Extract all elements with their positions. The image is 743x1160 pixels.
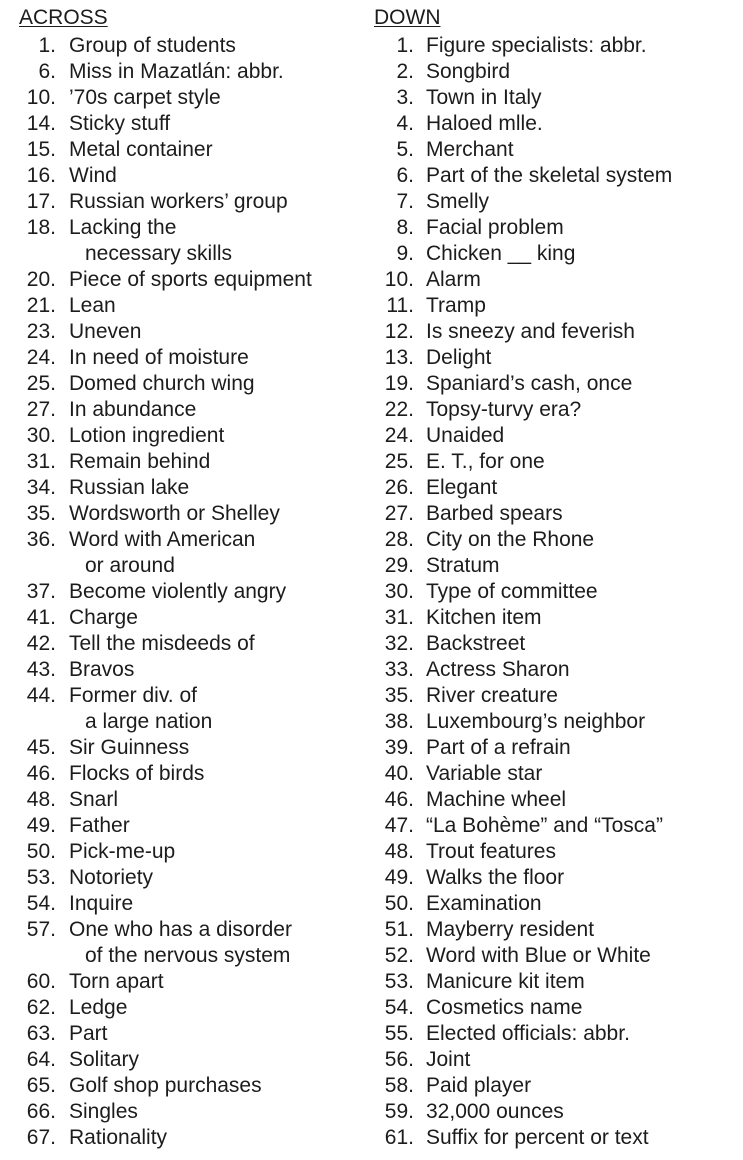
clue-text: Sticky stuff (69, 112, 171, 135)
down-heading: DOWN (374, 6, 441, 29)
across-clue (0, 189, 368, 215)
clue-number: 18. (26, 216, 56, 239)
clue-text: “La Bohème” and “Tosca” (426, 814, 663, 837)
clue-text: Group of students (69, 34, 236, 57)
clue-text: Figure specialists: abbr. (426, 34, 647, 57)
clue-text: Bravos (69, 658, 135, 681)
clue-text: Lacking the (69, 216, 177, 239)
clue-number: 58. (384, 1074, 414, 1097)
clue-number: 48. (384, 840, 414, 863)
down-clue (368, 163, 743, 189)
down-clue (368, 1047, 743, 1073)
across-heading: ACROSS (19, 6, 108, 29)
across-clue (0, 475, 368, 501)
down-clue (368, 735, 743, 761)
clue-number: 36. (26, 528, 56, 551)
clue-number: 20. (26, 268, 56, 291)
across-clue (0, 761, 368, 787)
clue-text: In abundance (69, 398, 197, 421)
clue-text: Actress Sharon (426, 658, 570, 681)
down-clue (368, 839, 743, 865)
clue-text: ’70s carpet style (69, 86, 221, 109)
clue-text: Joint (426, 1048, 471, 1071)
clue-text: Piece of sports equipment (69, 268, 312, 291)
across-clue (0, 995, 368, 1021)
clue-number: 1. (396, 34, 414, 57)
clue-text: Torn apart (69, 970, 164, 993)
across-clue (0, 449, 368, 475)
across-clue-continuation (0, 553, 368, 579)
clue-text: One who has a disorder (69, 918, 292, 941)
clue-text: Uneven (69, 320, 142, 343)
clue-text: Wordsworth or Shelley (69, 502, 280, 525)
clue-number: 32. (384, 632, 414, 655)
clue-text: Type of committee (426, 580, 598, 603)
clue-number: 52. (384, 944, 414, 967)
clue-number: 59. (384, 1100, 414, 1123)
down-clue (368, 995, 743, 1021)
clue-text: or around (85, 554, 175, 577)
clue-number: 63. (26, 1022, 56, 1045)
clue-number: 2. (396, 60, 414, 83)
clue-number: 55. (384, 1022, 414, 1045)
down-clue (368, 59, 743, 85)
clue-text: necessary skills (85, 242, 233, 265)
down-clue (368, 1073, 743, 1099)
across-clue (0, 501, 368, 527)
clue-text: Part of the skeletal system (426, 164, 673, 187)
clue-number: 45. (26, 736, 56, 759)
clue-number: 4. (396, 112, 414, 135)
down-clue (368, 709, 743, 735)
down-clue (368, 397, 743, 423)
clue-text: Word with Blue or White (426, 944, 651, 967)
clue-number: 35. (26, 502, 56, 525)
clue-text: City on the Rhone (426, 528, 595, 551)
clue-text: Domed church wing (69, 372, 255, 395)
clue-text: Singles (69, 1100, 138, 1123)
down-clue (368, 449, 743, 475)
across-clue (0, 215, 368, 241)
across-clue (0, 813, 368, 839)
clue-text: Facial problem (426, 216, 564, 239)
down-clue (368, 865, 743, 891)
across-clue (0, 319, 368, 345)
clue-text: Spaniard’s cash, once (426, 372, 633, 395)
across-clue (0, 631, 368, 657)
down-clue (368, 267, 743, 293)
clue-number: 38. (384, 710, 414, 733)
clue-number: 64. (26, 1048, 56, 1071)
clue-text: Solitary (69, 1048, 140, 1071)
clue-text: a large nation (85, 710, 213, 733)
clue-number: 19. (384, 372, 414, 395)
clue-text: Trout features (426, 840, 556, 863)
across-clue (0, 137, 368, 163)
clue-number: 53. (26, 866, 56, 889)
across-clue (0, 345, 368, 371)
clue-text: Chicken __ king (426, 242, 576, 265)
clue-number: 42. (26, 632, 56, 655)
clue-text: Snarl (69, 788, 119, 811)
clue-text: Mayberry resident (426, 918, 595, 941)
clue-text: Golf shop purchases (69, 1074, 262, 1097)
clue-text: Tell the misdeeds of (69, 632, 255, 655)
clue-text: Ledge (69, 996, 128, 1019)
down-clue (368, 527, 743, 553)
clue-number: 48. (26, 788, 56, 811)
clue-text: Examination (426, 892, 542, 915)
across-clue (0, 787, 368, 813)
clue-number: 3. (396, 86, 414, 109)
clue-number: 54. (384, 996, 414, 1019)
clue-number: 50. (26, 840, 56, 863)
clue-number: 49. (26, 814, 56, 837)
clue-number: 5. (396, 138, 414, 161)
clue-number: 6. (38, 60, 56, 83)
clue-number: 50. (384, 892, 414, 915)
clue-text: Backstreet (426, 632, 526, 655)
clue-text: Variable star (426, 762, 543, 785)
down-clue (368, 371, 743, 397)
across-clue (0, 59, 368, 85)
across-clue (0, 1073, 368, 1099)
clue-number: 46. (26, 762, 56, 785)
across-clue (0, 657, 368, 683)
clue-number: 25. (384, 450, 414, 473)
clue-number: 39. (384, 736, 414, 759)
across-clue (0, 85, 368, 111)
down-clue (368, 813, 743, 839)
clue-text: Luxembourg’s neighbor (426, 710, 646, 733)
clue-text: Sir Guinness (69, 736, 190, 759)
clue-number: 60. (26, 970, 56, 993)
clue-number: 53. (384, 970, 414, 993)
clue-text: Elegant (426, 476, 498, 499)
clue-text: Russian lake (69, 476, 190, 499)
clue-number: 10. (26, 86, 56, 109)
clue-text: Become violently angry (69, 580, 287, 603)
clue-number: 24. (384, 424, 414, 447)
clue-text: River creature (426, 684, 558, 707)
clue-number: 27. (384, 502, 414, 525)
down-clue (368, 969, 743, 995)
across-clue-continuation (0, 709, 368, 735)
clue-number: 30. (26, 424, 56, 447)
clue-number: 16. (26, 164, 56, 187)
down-clue (368, 111, 743, 137)
clue-number: 57. (26, 918, 56, 941)
across-clue (0, 735, 368, 761)
down-clue (368, 319, 743, 345)
clue-number: 24. (26, 346, 56, 369)
clue-number: 43. (26, 658, 56, 681)
clue-text: Word with American (69, 528, 256, 551)
down-clue (368, 917, 743, 943)
clue-number: 9. (396, 242, 414, 265)
clue-text: Is sneezy and feverish (426, 320, 635, 343)
clue-number: 41. (26, 606, 56, 629)
clue-text: Flocks of birds (69, 762, 205, 785)
clue-number: 34. (26, 476, 56, 499)
down-clue (368, 189, 743, 215)
clue-number: 31. (384, 606, 414, 629)
clue-text: Rationality (69, 1126, 168, 1149)
across-clue (0, 1047, 368, 1073)
clue-text: Russian workers’ group (69, 190, 288, 213)
down-clue (368, 657, 743, 683)
across-clue (0, 891, 368, 917)
clue-text: Inquire (69, 892, 134, 915)
clue-number: 17. (26, 190, 56, 213)
down-clue (368, 215, 743, 241)
clue-text: In need of moisture (69, 346, 249, 369)
clue-number: 35. (384, 684, 414, 707)
clue-number: 30. (384, 580, 414, 603)
down-clue (368, 631, 743, 657)
clue-number: 54. (26, 892, 56, 915)
clue-text: Metal container (69, 138, 213, 161)
down-clue (368, 33, 743, 59)
down-clue (368, 943, 743, 969)
clue-text: Delight (426, 346, 492, 369)
clue-text: Barbed spears (426, 502, 563, 525)
clue-number: 67. (26, 1126, 56, 1149)
across-clue (0, 839, 368, 865)
down-clue (368, 1021, 743, 1047)
across-clue (0, 423, 368, 449)
clue-text: Topsy-turvy era? (426, 398, 582, 421)
clue-text: Stratum (426, 554, 500, 577)
clue-text: Machine wheel (426, 788, 567, 811)
down-clue (368, 761, 743, 787)
clue-number: 22. (384, 398, 414, 421)
down-clue (368, 605, 743, 631)
across-clue (0, 111, 368, 137)
down-clue (368, 293, 743, 319)
down-clue (368, 683, 743, 709)
clue-text: Haloed mlle. (426, 112, 543, 135)
across-clue (0, 267, 368, 293)
clue-number: 13. (384, 346, 414, 369)
clue-number: 65. (26, 1074, 56, 1097)
clue-text: Part (69, 1022, 108, 1045)
down-clue (368, 241, 743, 267)
clue-number: 47. (384, 814, 414, 837)
down-clue (368, 1099, 743, 1125)
down-clue (368, 85, 743, 111)
clue-number: 56. (384, 1048, 414, 1071)
down-clue (368, 475, 743, 501)
clue-text: Remain behind (69, 450, 211, 473)
across-clue (0, 917, 368, 943)
clue-number: 46. (384, 788, 414, 811)
down-clue (368, 579, 743, 605)
clue-text: Tramp (426, 294, 486, 317)
clue-text: Father (69, 814, 130, 837)
clue-text: Paid player (426, 1074, 532, 1097)
clue-number: 1. (38, 34, 56, 57)
clue-text: Wind (69, 164, 117, 187)
clue-number: 14. (26, 112, 56, 135)
across-clue-continuation (0, 943, 368, 969)
clue-number: 28. (384, 528, 414, 551)
clue-text: Walks the floor (426, 866, 565, 889)
clue-text: Former div. of (69, 684, 197, 707)
clue-text: Notoriety (69, 866, 154, 889)
clue-number: 26. (384, 476, 414, 499)
clue-text: Manicure kit item (426, 970, 585, 993)
clue-text: Cosmetics name (426, 996, 583, 1019)
across-clue (0, 163, 368, 189)
across-clue (0, 397, 368, 423)
clue-text: Part of a refrain (426, 736, 571, 759)
clue-number: 27. (26, 398, 56, 421)
clue-text: Merchant (426, 138, 514, 161)
clue-text: Lean (69, 294, 116, 317)
clue-number: 33. (384, 658, 414, 681)
across-clue (0, 1099, 368, 1125)
across-clue (0, 1021, 368, 1047)
clue-number: 62. (26, 996, 56, 1019)
clue-text: Miss in Mazatlán: abbr. (69, 60, 284, 83)
down-clue (368, 501, 743, 527)
clue-number: 8. (396, 216, 414, 239)
across-clue (0, 527, 368, 553)
clue-number: 44. (26, 684, 56, 707)
across-clue (0, 683, 368, 709)
clue-number: 25. (26, 372, 56, 395)
clue-number: 12. (384, 320, 414, 343)
down-clue (368, 787, 743, 813)
clue-number: 6. (396, 164, 414, 187)
clue-number: 66. (26, 1100, 56, 1123)
clue-number: 21. (26, 294, 56, 317)
clue-text: E. T., for one (426, 450, 545, 473)
clue-text: Suffix for percent or text (426, 1126, 649, 1149)
clue-number: 61. (384, 1126, 414, 1149)
across-clue-list (0, 33, 368, 1151)
across-clue (0, 371, 368, 397)
down-clue (368, 137, 743, 163)
clue-number: 10. (384, 268, 414, 291)
clue-text: Alarm (426, 268, 481, 291)
across-clue (0, 605, 368, 631)
clue-number: 51. (384, 918, 414, 941)
across-clue-continuation (0, 241, 368, 267)
clue-text: Songbird (426, 60, 511, 83)
clue-number: 31. (26, 450, 56, 473)
down-clue (368, 553, 743, 579)
down-clue (368, 345, 743, 371)
clue-text: Kitchen item (426, 606, 542, 629)
clue-text: Lotion ingredient (69, 424, 225, 447)
across-clue (0, 579, 368, 605)
clue-number: 11. (386, 294, 414, 317)
clue-text: Unaided (426, 424, 505, 447)
clue-number: 40. (384, 762, 414, 785)
clue-number: 49. (384, 866, 414, 889)
down-clue-list (368, 33, 743, 1151)
clue-text: Elected officials: abbr. (426, 1022, 630, 1045)
across-clue (0, 293, 368, 319)
across-clue (0, 1125, 368, 1151)
across-clue (0, 969, 368, 995)
clue-text: Town in Italy (426, 86, 542, 109)
clue-text: 32,000 ounces (426, 1100, 564, 1123)
clue-text: of the nervous system (85, 944, 291, 967)
down-clue (368, 1125, 743, 1151)
clue-number: 7. (396, 190, 414, 213)
clue-text: Pick-me-up (69, 840, 176, 863)
across-clue (0, 865, 368, 891)
clue-number: 29. (384, 554, 414, 577)
clue-number: 37. (26, 580, 56, 603)
across-clue (0, 33, 368, 59)
clue-number: 23. (26, 320, 56, 343)
down-clue (368, 423, 743, 449)
clue-text: Smelly (426, 190, 490, 213)
clue-number: 15. (26, 138, 56, 161)
clue-text: Charge (69, 606, 138, 629)
down-clue (368, 891, 743, 917)
